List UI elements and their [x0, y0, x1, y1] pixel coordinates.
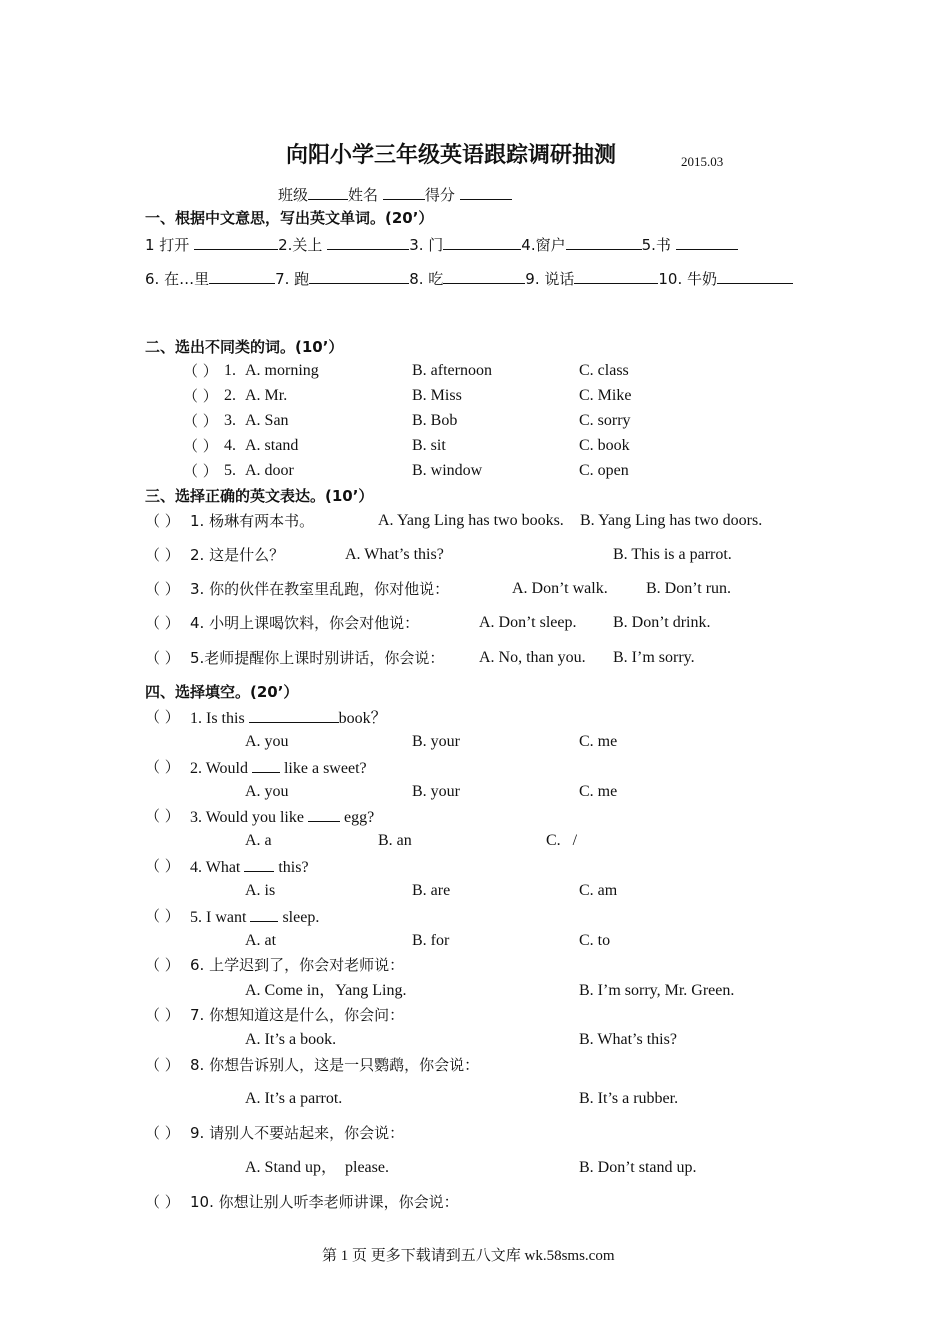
option-c: C. me: [579, 783, 618, 800]
answer-blank: [327, 234, 409, 250]
answer-paren: （ ）: [183, 362, 218, 380]
class-label: 班级: [278, 186, 309, 204]
question-text: [190, 906, 319, 928]
answer-paren: （ ）: [145, 1006, 180, 1024]
answer-paren: （ ）: [145, 649, 180, 667]
s1-item: 9. 说话: [525, 270, 575, 288]
fill-blank: [244, 856, 274, 872]
answer-paren: （ ）: [145, 546, 180, 564]
fill-blank: [250, 906, 278, 922]
answer-paren: （ ）: [145, 614, 180, 632]
s1-item: 6. 在…里: [145, 270, 210, 288]
option-a: A. It’s a book.: [245, 1031, 337, 1048]
option-b: B. Miss: [412, 387, 462, 404]
question-pre: 5. I want: [190, 909, 247, 926]
s1-item: 4.窗户: [521, 236, 566, 254]
option-a: A. Yang Ling has two books.: [378, 512, 564, 529]
s1-item: 3. 门: [409, 236, 444, 254]
question-post: egg?: [343, 809, 375, 826]
exam-date: 2015.03: [681, 154, 724, 169]
option-a: A. What’s this?: [345, 546, 444, 563]
fill-blank: [252, 757, 280, 773]
question-text: 10. 你想让别人听李老师讲课，你会说：: [190, 1193, 459, 1211]
question-text: 1. 杨琳有两本书。: [190, 512, 315, 530]
answer-blank: [443, 268, 525, 284]
student-info-line: [278, 184, 512, 205]
s1-item: 8. 吃: [409, 270, 444, 288]
answer-paren: （ ）: [145, 1193, 180, 1211]
option-a: A. you: [245, 733, 289, 750]
page-footer: 第 1 页 更多下载请到五八文库 wk.58sms.com: [322, 1248, 615, 1264]
class-blank: [308, 184, 348, 200]
question-text: 7. 你想知道这是什么，你会问：: [190, 1006, 405, 1024]
answer-paren: （ ）: [145, 907, 180, 925]
section-1-heading: 一、根据中文意思，写出英文单词。(20’）: [145, 209, 434, 227]
option-b: B. for: [412, 932, 450, 949]
option-b: B. This is a parrot.: [613, 546, 732, 563]
option-b: B. What’s this?: [579, 1031, 677, 1048]
option-c: C. open: [579, 462, 629, 479]
option-a: A. San: [245, 412, 289, 429]
option-b: B. an: [378, 832, 412, 849]
option-a: A. stand: [245, 437, 299, 454]
page-title: 向阳小学三年级英语跟踪调研抽测: [286, 143, 617, 168]
question-post: this?: [278, 859, 309, 876]
s2-num: 5.: [224, 462, 236, 479]
answer-paren: （ ）: [145, 512, 180, 530]
option-a: A. you: [245, 783, 289, 800]
option-b: B. It’s a rubber.: [579, 1090, 679, 1107]
fill-blank: [308, 806, 340, 822]
question-text: [190, 707, 387, 729]
section-4-heading: 四、选择填空。(20’）: [145, 683, 299, 701]
s1-item: 5.书: [641, 236, 671, 254]
question-text: [190, 757, 367, 779]
option-a: A. morning: [245, 362, 319, 379]
question-text: 8. 你想告诉别人，这是一只鹦鹉，你会说：: [190, 1056, 480, 1074]
option-a: A. door: [245, 462, 294, 479]
fill-blank: [249, 707, 339, 723]
answer-paren: （ ）: [145, 1124, 180, 1142]
option-b: B. sit: [412, 437, 446, 454]
option-b: B. Don’t run.: [646, 580, 732, 597]
option-b: B. your: [412, 733, 460, 750]
answer-blank: [194, 234, 278, 250]
question-text: 6. 上学迟到了，你会对老师说：: [190, 956, 405, 974]
question-post: book？: [338, 710, 387, 727]
option-c: C. class: [579, 362, 629, 379]
option-b: B. are: [412, 882, 451, 899]
option-c: C. book: [579, 437, 630, 454]
question-pre: 4. What: [190, 859, 241, 876]
option-a: A. It’s a parrot.: [245, 1090, 343, 1107]
answer-paren: （ ）: [183, 437, 218, 455]
answer-paren: （ ）: [183, 412, 218, 430]
option-c: C. am: [579, 882, 618, 899]
option-b: B. window: [412, 462, 483, 479]
section-1-row-2: [145, 268, 793, 289]
option-b: B. afternoon: [412, 362, 492, 379]
question-text: 5.老师提醒你上课时别讲话，你会说：: [190, 649, 445, 667]
option-c: C. me: [579, 733, 618, 750]
answer-paren: （ ）: [145, 580, 180, 598]
s1-item: 7. 跑: [275, 270, 310, 288]
section-1-row-1: [145, 234, 738, 255]
answer-paren: （ ）: [183, 462, 218, 480]
question-post: like a sweet?: [283, 760, 367, 777]
section-2-heading: 二、选出不同类的词。(10’）: [145, 338, 344, 356]
answer-blank: [717, 268, 793, 284]
option-b: B. Bob: [412, 412, 458, 429]
option-a: A. Don’t sleep.: [479, 614, 577, 631]
answer-blank: [309, 268, 409, 284]
s2-num: 1.: [224, 362, 236, 379]
s2-num: 3.: [224, 412, 236, 429]
question-pre: 3. Would you like: [190, 809, 304, 826]
answer-blank: [443, 234, 521, 250]
question-text: [190, 806, 374, 828]
answer-blank: [566, 234, 642, 250]
answer-paren: （ ）: [145, 857, 180, 875]
answer-paren: （ ）: [145, 708, 180, 726]
name-blank: [383, 184, 425, 200]
option-c: C. Mike: [579, 387, 632, 404]
s1-item: 1 打开: [145, 236, 190, 254]
answer-blank: [574, 268, 658, 284]
option-a: A. is: [245, 882, 276, 899]
answer-paren: （ ）: [145, 807, 180, 825]
option-a: A. Stand up， please.: [245, 1159, 389, 1176]
option-a: A. Mr.: [245, 387, 288, 404]
option-c: C. to: [579, 932, 611, 949]
answer-blank: [676, 234, 738, 250]
question-text: [190, 856, 309, 878]
question-text: 2. 这是什么？: [190, 546, 285, 564]
option-a: A. a: [245, 832, 272, 849]
question-text: 3. 你的伙伴在教室里乱跑，你对他说：: [190, 580, 450, 598]
section-3-heading: 三、选择正确的英文表达。(10’）: [145, 487, 374, 505]
s2-num: 4.: [224, 437, 236, 454]
option-a: A. at: [245, 932, 277, 949]
answer-paren: （ ）: [145, 956, 180, 974]
s1-item: 2.关上: [278, 236, 323, 254]
option-b: B. Don’t stand up.: [579, 1159, 697, 1176]
score-blank: [460, 184, 512, 200]
score-label: 得分: [424, 186, 455, 204]
answer-paren: （ ）: [183, 387, 218, 405]
answer-blank: [209, 268, 275, 284]
s1-item: 10. 牛奶: [658, 270, 717, 288]
name-label: 姓名: [348, 186, 379, 204]
option-a: A. Come in，Yang Ling.: [245, 982, 407, 999]
option-b: B. I’m sorry, Mr. Green.: [579, 982, 735, 999]
answer-paren: （ ）: [145, 1056, 180, 1074]
option-b: B. Don’t drink.: [613, 614, 711, 631]
question-text: 9. 请别人不要站起来，你会说：: [190, 1124, 405, 1142]
option-a: A. Don’t walk.: [512, 580, 608, 597]
option-c: C. /: [546, 832, 578, 849]
option-b: B. I’m sorry.: [613, 649, 695, 666]
option-c: C. sorry: [579, 412, 631, 429]
question-text: 4. 小明上课喝饮料，你会对他说：: [190, 614, 420, 632]
option-b: B. Yang Ling has two doors.: [580, 512, 763, 529]
question-pre: 1. Is this: [190, 710, 245, 727]
s2-num: 2.: [224, 387, 236, 404]
option-a: A. No, than you.: [479, 649, 586, 666]
option-b: B. your: [412, 783, 460, 800]
answer-paren: （ ）: [145, 758, 180, 776]
question-pre: 2. Would: [190, 760, 248, 777]
question-post: sleep.: [282, 909, 320, 926]
